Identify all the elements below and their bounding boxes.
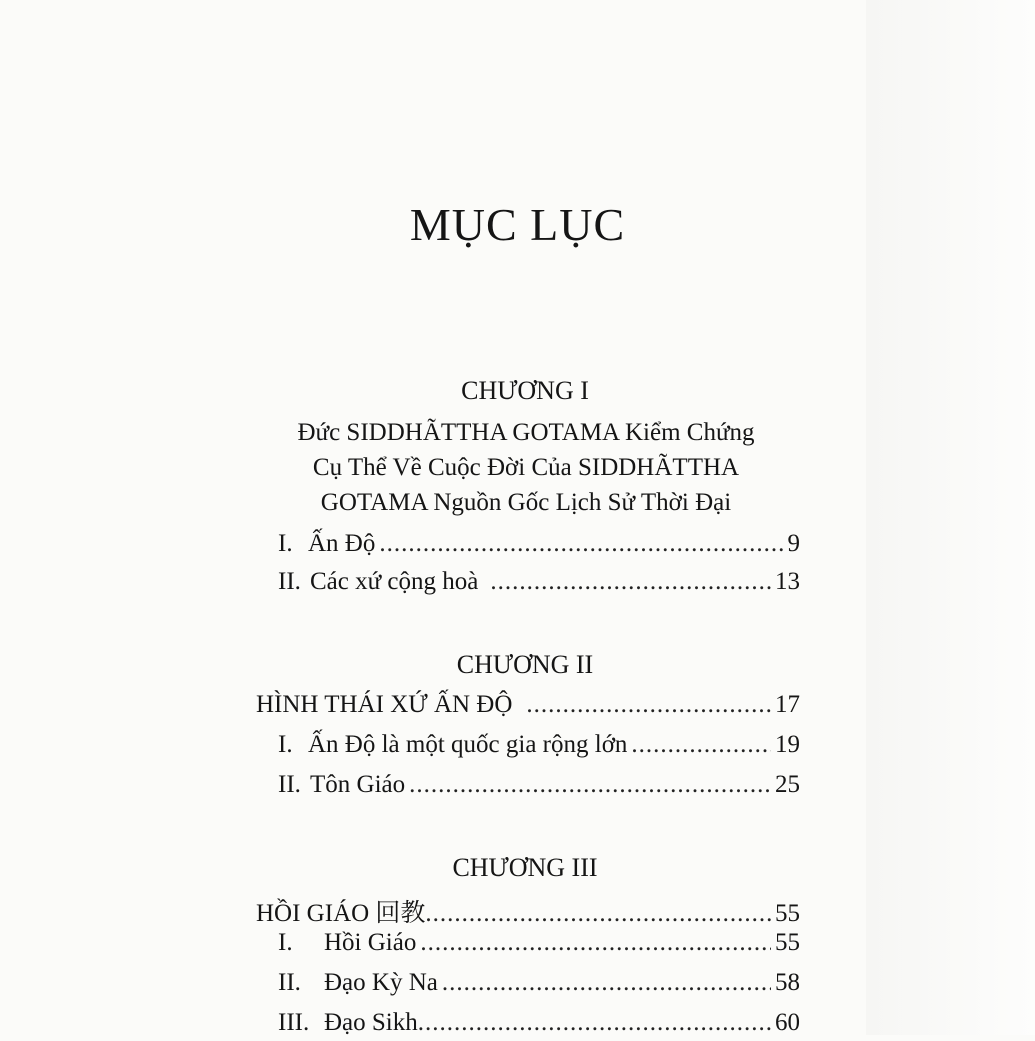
toc-main-entry[interactable] (256, 691, 800, 723)
chapter-1-heading: CHƯƠNG I (461, 376, 589, 405)
toc-entry-page: 25 (775, 771, 800, 798)
toc-entry-page: 13 (775, 568, 800, 595)
toc-entry-number: III. (278, 1009, 310, 1036)
toc-leader-dots (420, 929, 771, 957)
chapter-1-subtitle-line-1: Đức SIDDHÃTTHA GOTAMA Kiểm Chứng (297, 419, 755, 446)
toc-leader-dots (631, 731, 771, 759)
chapter-1-subtitle-line-2: Cụ Thể Về Cuộc Đời Của SIDDHÃTTHA (312, 454, 740, 481)
toc-entry[interactable] (278, 929, 800, 961)
chapter-1-subtitle-line-3: GOTAMA Nguồn Gốc Lịch Sử Thời Đại (320, 489, 732, 516)
toc-entry-label: Hồi Giáo (324, 929, 417, 956)
toc-leader-dots (418, 1009, 771, 1037)
chapter-3-heading: CHƯƠNG III (452, 853, 598, 882)
toc-leader-dots (490, 568, 771, 596)
toc-entry-label: HỒI GIÁO 回教 (256, 900, 426, 927)
toc-leader-dots (425, 900, 771, 928)
toc-entry-page: 55 (775, 929, 800, 956)
toc-leader-dots (442, 969, 771, 997)
toc-entry-page: 58 (775, 969, 800, 996)
toc-entry-number: I. (278, 731, 293, 758)
toc-entry-label: Các xứ cộng hoà (310, 568, 479, 595)
toc-entry[interactable] (278, 731, 800, 763)
toc-entry[interactable] (278, 969, 800, 1001)
toc-entry-number: II. (278, 568, 301, 595)
toc-main-entry[interactable] (256, 893, 800, 925)
page-title: MỤC LỤC (409, 199, 626, 250)
toc-entry-page: 55 (775, 900, 800, 927)
toc-entry-page: 9 (787, 530, 800, 557)
toc-entry-number: II. (278, 969, 301, 996)
toc-entry-label: Ấn Độ (308, 530, 376, 557)
chapter-2-heading: CHƯƠNG II (456, 650, 594, 679)
toc-entry[interactable] (278, 568, 800, 600)
toc-entry[interactable] (278, 771, 800, 803)
toc-entry-label: Ấn Độ là một quốc gia rộng lớn (308, 731, 628, 758)
toc-entry-page: 17 (775, 691, 800, 718)
toc-entry[interactable] (278, 530, 800, 562)
toc-leader-dots (526, 691, 771, 719)
toc-leader-dots (409, 771, 771, 799)
toc-entry-label: Đạo Sikh (324, 1009, 418, 1036)
toc-entry-label: Tôn Giáo (310, 771, 406, 798)
toc-entry-page: 19 (775, 731, 800, 758)
toc-entry[interactable] (278, 1009, 800, 1041)
toc-entry-label: HÌNH THÁI XỨ ẤN ĐỘ (256, 691, 513, 718)
toc-entry-number: I. (278, 929, 293, 956)
toc-entry-number: I. (278, 530, 293, 557)
toc-entry-number: II. (278, 771, 301, 798)
toc-entry-page: 60 (775, 1009, 800, 1036)
toc-leader-dots (379, 530, 783, 558)
toc-entry-label: Đạo Kỳ Na (324, 969, 438, 996)
